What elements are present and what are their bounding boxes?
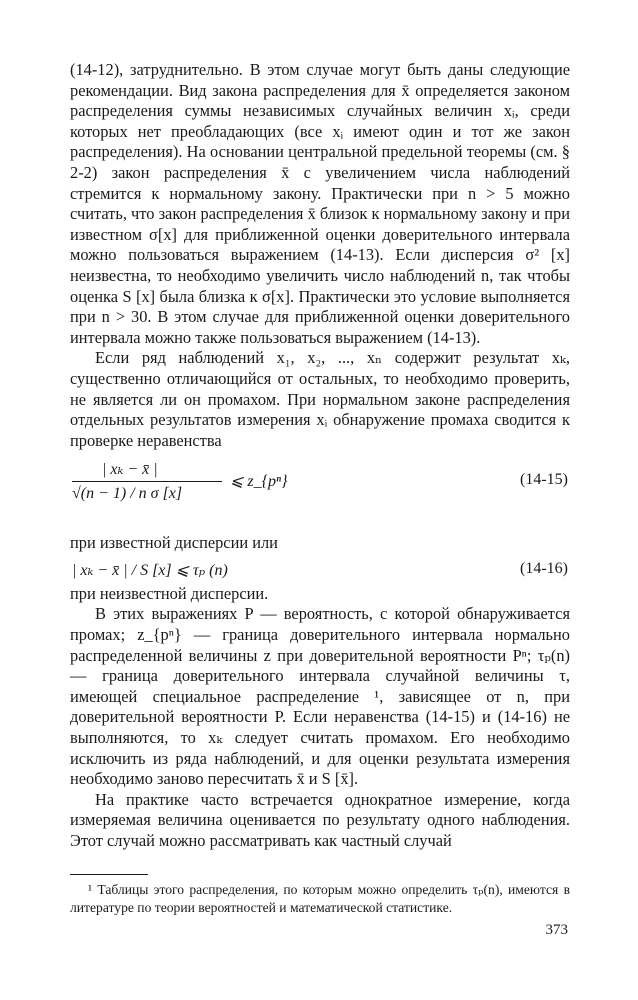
equation-number-14-16: (14-16) [520,559,568,577]
paragraph-6: На практике часто встречается однократное измерение, когда измеряемая величина оценивается по результату одного наблюдения. Этот случай можно рассматривать как частный случай [70,789,570,850]
formula-rhs: ⩽ z_{pⁿ} [230,473,288,491]
paragraph-2: Если ряд наблюдений x₁, x₂, ..., xₙ содержит результат xₖ, существенно отличающийся от остальных, то необходимо проверить, не является ли он промахом. При нормальном законе распределения отдельных результатов измерения xᵢ обнаружение промаха сводится к проверке неравенства [70,348,570,450]
page-body [70,60,570,917]
formula-expression: | xₖ − x̄ | / S [x] ⩽ τₚ (n) [72,561,228,579]
equation-number-14-15: (14-15) [520,471,568,489]
paragraph-3: при известной дисперсии или [70,533,278,553]
footnote: ¹ Таблицы этого распределения, по которым можно определить τₚ(n), имеются в литературе по теории вероятностей и математической статистике. [70,881,570,915]
formula-numerator: | xₖ − x̄ | [102,461,158,479]
paragraph-4: при неизвестной дисперсии. [70,583,269,603]
formula-14-15 [70,459,570,525]
formula-14-16 [70,558,570,584]
formula-denominator: √(n − 1) / n σ [x] [72,485,183,503]
paragraph-5: В этих выражениях P — вероятность, с которой обнаруживается промах; z_{pⁿ} — граница доверительного интервала нормально распределенной величины z при доверительной вероятности Pⁿ; τₚ(n) — граница доверительного интервала случайной величины τ, имеющей специальное распределение ¹, зависящее от n, при доверительной вероятности P. Если неравенства (14-15) и (14-16) не выполняются, то xₖ следует считать промахом. Его необходимо исключить из ряда наблюдений, и для оценки результата измерения необходимо заново пересчитать x̄ и S [x̄]. [70,604,570,789]
paragraph-1: (14-12), затруднительно. В этом случае могут быть даны следующие рекомендации. Вид закона распределения для x̄ определяется законом распределения суммы независимых случайных величин xᵢ, среди которых нет преобладающих (все xᵢ имеют один и тот же закон распределения). На основании центральной предельной теоремы (см. § 2-2) закон распределения x̄ с увеличением числа наблюдений стремится к нормальному закону. Практически при n > 5 можно считать, что закон распределения x̄ близок к нормальному закону и при известном σ[x] для приближенной оценки доверительного интервала можно пользоваться выражением (14-13). Если дисперсия σ² [x] неизвестна, то необходимо увеличить число наблюдений n, так чтобы оценка S [x] была близка к σ[x]. Практически это условие выполняется при n > 30. В этом случае для приближенной оценки доверительного интервала можно также пользоваться выражением (14-13). [70,60,570,347]
fraction-bar [72,481,222,482]
page-number: 373 [545,922,568,938]
footnote-divider [70,874,148,875]
